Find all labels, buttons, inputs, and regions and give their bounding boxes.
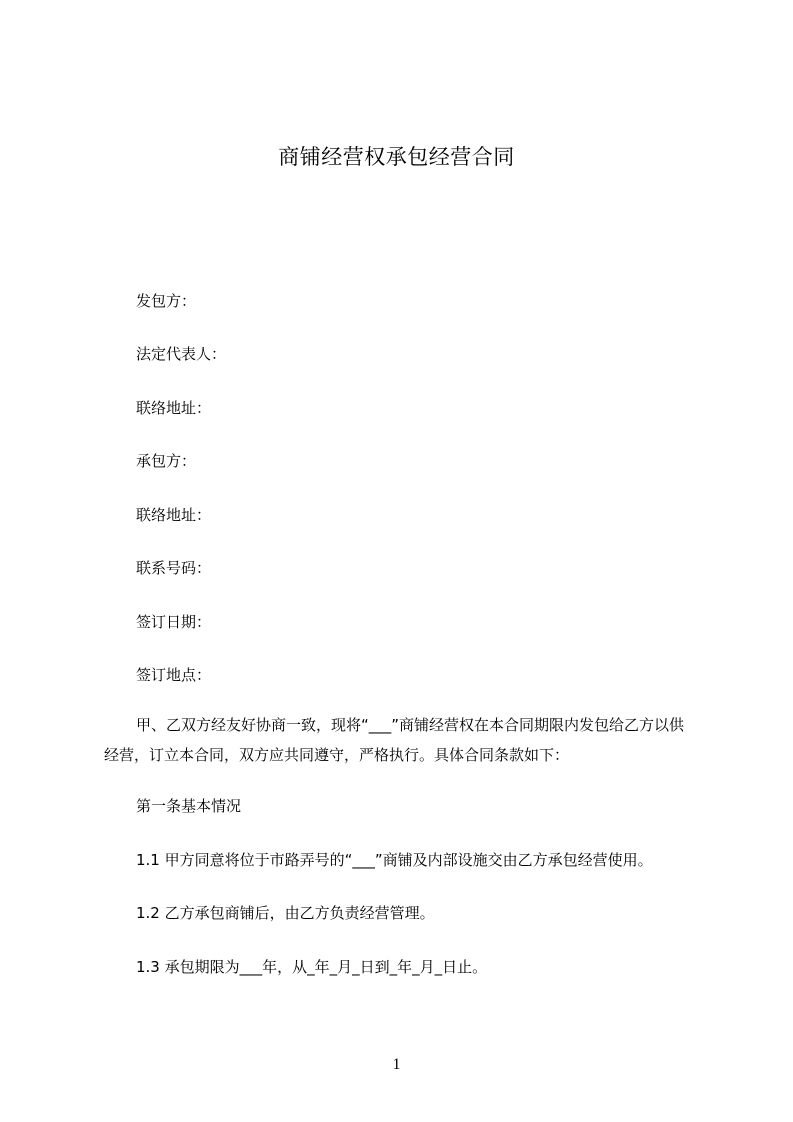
- clause-1-3: 1.3 承包期限为___年，从_年_月_日到_年_月_日止。: [136, 958, 488, 976]
- field-sign-place: 签订地点：: [136, 666, 212, 684]
- field-sign-date: 签订日期：: [136, 613, 212, 631]
- clause-1-2: 1.2 乙方承包商铺后，由乙方负责经营管理。: [136, 904, 435, 922]
- clause-1-1: 1.1 甲方同意将位于市路弄号的“___”商铺及内部设施交由乙方承包经营使用。: [136, 851, 653, 869]
- field-contractor: 承包方：: [136, 452, 197, 470]
- field-contractor-address: 联络地址：: [136, 506, 212, 524]
- field-legal-representative: 法定代表人：: [136, 345, 227, 363]
- field-phone: 联系号码：: [136, 559, 212, 577]
- intro-paragraph: 甲、乙双方经友好协商一致，现将“___”商铺经营权在本合同期限内发包给乙方以供经营，订立本合同，双方应共同遵守，严格执行。具体合同条款如下：: [104, 716, 685, 764]
- field-employer-address: 联络地址：: [136, 399, 212, 417]
- page-number: 1: [392, 1056, 401, 1073]
- field-employer: 发包方：: [136, 292, 197, 310]
- document-title: 商铺经营权承包经营合同: [278, 145, 515, 169]
- article-1-heading: 第一条基本情况: [136, 797, 242, 815]
